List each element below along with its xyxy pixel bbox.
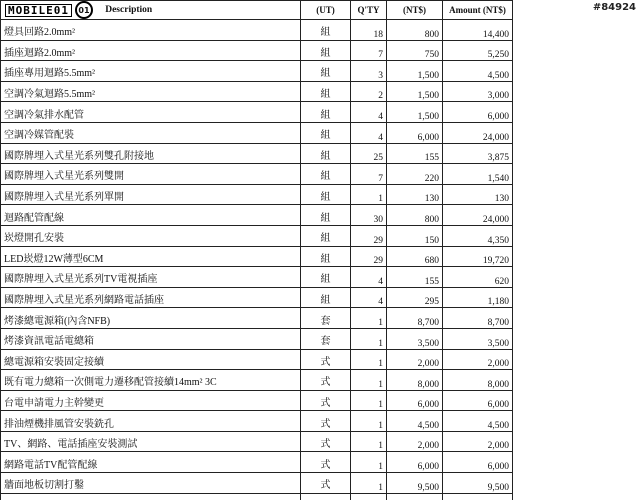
item-amount: 6,000 <box>443 452 513 473</box>
item-amount: 5,250 <box>443 40 513 61</box>
item-description: 總電源箱安裝固定接續 <box>1 349 301 370</box>
item-unit-price: 2,000 <box>387 349 443 370</box>
item-unit-price: 800 <box>387 205 443 226</box>
item-unit: 套 <box>301 308 351 329</box>
table-row <box>1 164 513 185</box>
item-unit: 式 <box>301 390 351 411</box>
item-description: 國際牌埋入式星光系列TV電視插座 <box>1 267 301 288</box>
table-row <box>1 370 513 391</box>
table-row <box>1 431 513 452</box>
item-unit: 組 <box>301 61 351 82</box>
item-amount: 1,180 <box>443 287 513 308</box>
item-unit: 式 <box>301 452 351 473</box>
item-amount: 8,700 <box>443 308 513 329</box>
item-amount: 3,875 <box>443 143 513 164</box>
item-qty: 1 <box>351 308 387 329</box>
item-qty: 1 <box>351 184 387 205</box>
table-row <box>1 349 513 370</box>
item-unit: 組 <box>301 164 351 185</box>
item-amount: 24,000 <box>443 122 513 143</box>
item-unit-price: 8,000 <box>387 370 443 391</box>
item-amount: 9,500 <box>443 473 513 494</box>
item-qty: 7 <box>351 164 387 185</box>
item-qty: 7 <box>351 40 387 61</box>
item-unit-price: 800 <box>387 20 443 41</box>
item-amount: 24,000 <box>443 205 513 226</box>
item-unit: 組 <box>301 267 351 288</box>
item-unit-price: 9,500 <box>387 473 443 494</box>
item-qty: 4 <box>351 122 387 143</box>
item-amount: 620 <box>443 267 513 288</box>
table-row <box>1 40 513 61</box>
item-amount: 6,000 <box>443 390 513 411</box>
table-body <box>1 20 513 500</box>
item-unit-price: 1,500 <box>387 81 443 102</box>
item-amount: 14,400 <box>443 20 513 41</box>
item-amount: 1,540 <box>443 164 513 185</box>
item-description: TV、網路、電話插座安裝測試 <box>1 431 301 452</box>
item-amount: 2,000 <box>443 431 513 452</box>
cutoff-cell <box>301 493 351 500</box>
item-unit-price: 6,000 <box>387 452 443 473</box>
table-row <box>1 20 513 41</box>
table-row <box>1 328 513 349</box>
item-unit: 式 <box>301 370 351 391</box>
table-row <box>1 452 513 473</box>
logo-face-icon: 01 <box>75 1 93 19</box>
item-qty: 30 <box>351 205 387 226</box>
item-amount: 19,720 <box>443 246 513 267</box>
item-qty: 1 <box>351 370 387 391</box>
item-description: 排油煙機排風管安裝銑孔 <box>1 411 301 432</box>
header-price: (NT$) <box>387 1 443 20</box>
document-code: #84924 <box>592 2 636 13</box>
item-unit: 組 <box>301 205 351 226</box>
item-amount: 4,500 <box>443 411 513 432</box>
table-row <box>1 61 513 82</box>
table-row <box>1 390 513 411</box>
item-unit-price: 1,500 <box>387 102 443 123</box>
item-qty: 2 <box>351 81 387 102</box>
item-qty: 1 <box>351 390 387 411</box>
item-unit-price: 220 <box>387 164 443 185</box>
item-unit: 組 <box>301 184 351 205</box>
item-qty: 3 <box>351 61 387 82</box>
item-unit-price: 6,000 <box>387 390 443 411</box>
item-description: 烤漆總電源箱(內含NFB) <box>1 308 301 329</box>
item-qty: 4 <box>351 102 387 123</box>
cutoff-cell <box>387 493 443 500</box>
item-amount: 4,350 <box>443 225 513 246</box>
description-header-label: Description <box>105 5 153 16</box>
item-unit: 組 <box>301 287 351 308</box>
item-unit-price: 1,500 <box>387 61 443 82</box>
item-qty: 1 <box>351 349 387 370</box>
mobile01-logo <box>5 1 93 19</box>
cutoff-cell <box>351 493 387 500</box>
item-unit-price: 750 <box>387 40 443 61</box>
item-description: 台電申請電力主幹變更 <box>1 390 301 411</box>
cutoff-cell <box>1 493 301 500</box>
table-row <box>1 246 513 267</box>
table-row <box>1 205 513 226</box>
item-description: 國際牌埋入式星光系列雙開 <box>1 164 301 185</box>
item-description: 插座專用迴路5.5mm² <box>1 61 301 82</box>
item-unit-price: 8,700 <box>387 308 443 329</box>
item-description: 國際牌埋入式星光系列單開 <box>1 184 301 205</box>
header-description <box>1 1 301 20</box>
item-unit: 組 <box>301 246 351 267</box>
item-qty: 29 <box>351 246 387 267</box>
table-row <box>1 473 513 494</box>
item-description: 插座迴路2.0mm² <box>1 40 301 61</box>
table-row <box>1 267 513 288</box>
item-qty: 29 <box>351 225 387 246</box>
header-qty: Q'TY <box>351 1 387 20</box>
item-unit: 式 <box>301 431 351 452</box>
item-unit-price: 150 <box>387 225 443 246</box>
item-unit-price: 155 <box>387 143 443 164</box>
item-amount: 3,500 <box>443 328 513 349</box>
item-unit: 組 <box>301 40 351 61</box>
item-description: 空調冷氣迴路5.5mm² <box>1 81 301 102</box>
item-qty: 1 <box>351 473 387 494</box>
table-row <box>1 184 513 205</box>
item-description: 牆面地板切割打鑿 <box>1 473 301 494</box>
item-amount: 8,000 <box>443 370 513 391</box>
header-row <box>1 1 513 20</box>
item-unit: 組 <box>301 20 351 41</box>
item-unit-price: 680 <box>387 246 443 267</box>
item-unit-price: 6,000 <box>387 122 443 143</box>
item-description: 既有電力總箱一次側電力遷移配管接續14mm² 3C <box>1 370 301 391</box>
table-row <box>1 287 513 308</box>
item-unit-price: 4,500 <box>387 411 443 432</box>
table-row <box>1 308 513 329</box>
cutoff-cell <box>443 493 513 500</box>
item-unit: 組 <box>301 81 351 102</box>
table-row <box>1 411 513 432</box>
item-qty: 25 <box>351 143 387 164</box>
table-row <box>1 122 513 143</box>
item-description: 空調冷氣排水配管 <box>1 102 301 123</box>
item-unit: 組 <box>301 122 351 143</box>
item-description: 國際牌埋入式星光系列雙孔附接地 <box>1 143 301 164</box>
table-row <box>1 143 513 164</box>
item-qty: 1 <box>351 328 387 349</box>
item-description: 國際牌埋入式星光系列網路電話插座 <box>1 287 301 308</box>
item-amount: 3,000 <box>443 81 513 102</box>
item-unit: 式 <box>301 473 351 494</box>
item-amount: 6,000 <box>443 102 513 123</box>
logo-text: MOBILE01 <box>5 4 72 17</box>
item-description: 燈具回路2.0mm² <box>1 20 301 41</box>
item-unit: 組 <box>301 102 351 123</box>
item-description: 網路電話TV配管配線 <box>1 452 301 473</box>
item-qty: 4 <box>351 267 387 288</box>
item-qty: 18 <box>351 20 387 41</box>
item-description: LED崁燈12W薄型6CM <box>1 246 301 267</box>
table-row-cutoff <box>1 493 513 500</box>
table-row <box>1 81 513 102</box>
item-qty: 4 <box>351 287 387 308</box>
item-unit-price: 155 <box>387 267 443 288</box>
item-unit: 組 <box>301 225 351 246</box>
header-amount: Amount (NT$) <box>443 1 513 20</box>
item-amount: 2,000 <box>443 349 513 370</box>
item-unit: 套 <box>301 328 351 349</box>
item-description: 空調冷媒管配裝 <box>1 122 301 143</box>
item-qty: 1 <box>351 452 387 473</box>
item-qty: 1 <box>351 431 387 452</box>
item-unit: 式 <box>301 349 351 370</box>
item-unit-price: 2,000 <box>387 431 443 452</box>
item-qty: 1 <box>351 411 387 432</box>
item-amount: 130 <box>443 184 513 205</box>
item-amount: 4,500 <box>443 61 513 82</box>
item-unit-price: 295 <box>387 287 443 308</box>
table-row <box>1 102 513 123</box>
item-unit: 式 <box>301 411 351 432</box>
item-description: 迴路配管配線 <box>1 205 301 226</box>
item-description: 烤漆資訊電話電總箱 <box>1 328 301 349</box>
table-row <box>1 225 513 246</box>
item-description: 崁燈開孔安裝 <box>1 225 301 246</box>
item-unit-price: 3,500 <box>387 328 443 349</box>
item-unit-price: 130 <box>387 184 443 205</box>
header-unit: (UT) <box>301 1 351 20</box>
item-unit: 組 <box>301 143 351 164</box>
